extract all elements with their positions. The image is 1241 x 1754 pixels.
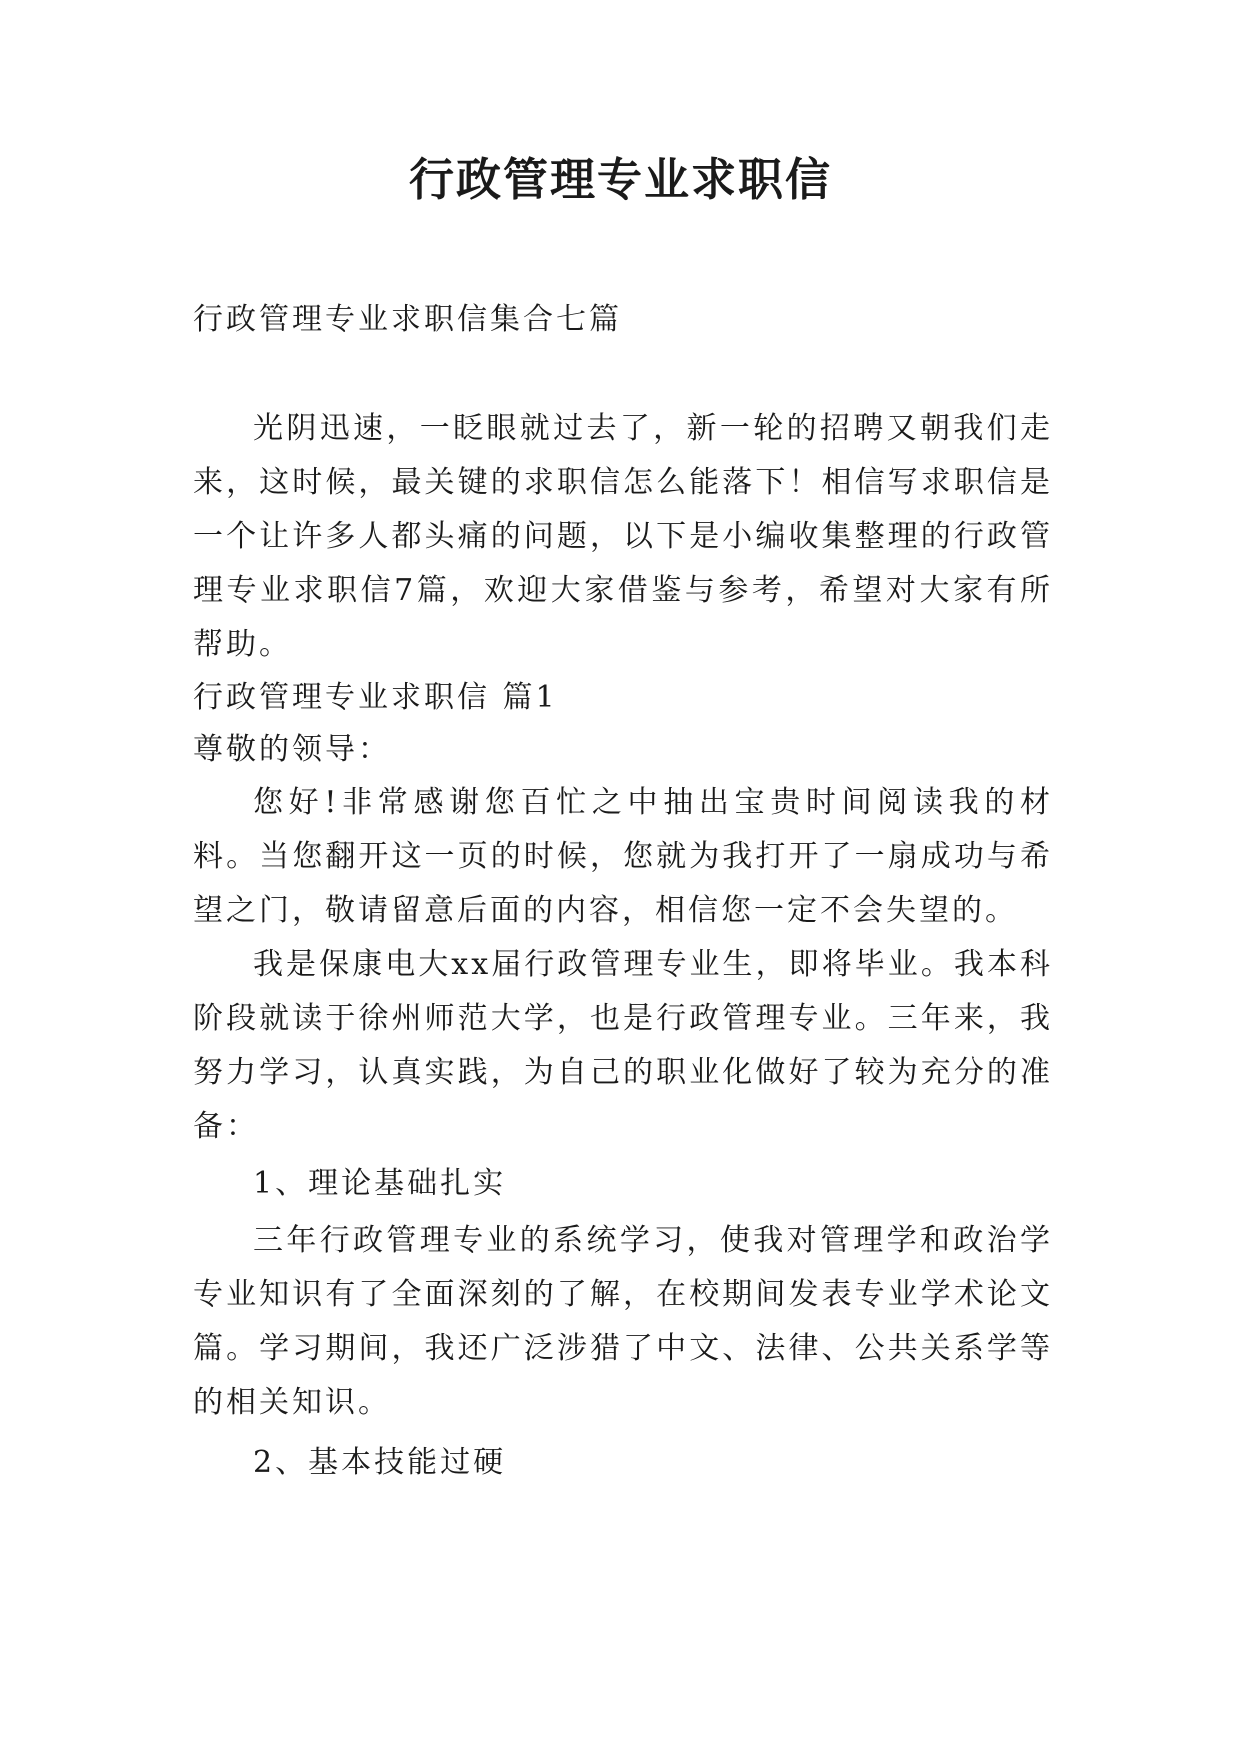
section-heading: 行政管理专业求职信 篇1 [193,680,558,715]
document-title: 行政管理专业求职信 [408,153,832,206]
document-subtitle: 行政管理专业求职信集合七篇 [193,302,622,337]
list-heading: 1、理论基础扎实 [253,1166,507,1201]
spacer [193,350,1053,402]
body-paragraph: 您好!非常感谢您百忙之中抽出宝贵时间阅读我的材料。当您翻开这一页的时候，您就为我打开了一扇成功与希望之门，敬请留意后面的内容，相信您一定不会失望的。 [193,785,1053,928]
salutation: 尊敬的领导： [193,732,391,767]
list-heading: 2、基本技能过硬 [253,1445,507,1480]
document-body [193,290,1053,1496]
intro-paragraph: 光阴迅速，一眨眼就过去了，新一轮的招聘又朝我们走来，这时候，最关键的求职信怎么能落下！相信写求职信是一个让许多人都头痛的问题，以下是小编收集整理的行政管理专业求职信7篇，欢迎大家借鉴与参考，希望对大家有所帮助。 [193,411,1053,662]
body-paragraph: 三年行政管理专业的系统学习，使我对管理学和政治学专业知识有了全面深刻的了解，在校期间发表专业学术论文篇。学习期间，我还广泛涉猎了中文、法律、公共关系学等的相关知识。 [193,1223,1053,1420]
body-paragraph: 我是保康电大xx届行政管理专业生，即将毕业。我本科阶段就读于徐州师范大学，也是行政管理专业。三年来，我努力学习，认真实践，为自己的职业化做好了较为充分的准备： [193,947,1053,1144]
